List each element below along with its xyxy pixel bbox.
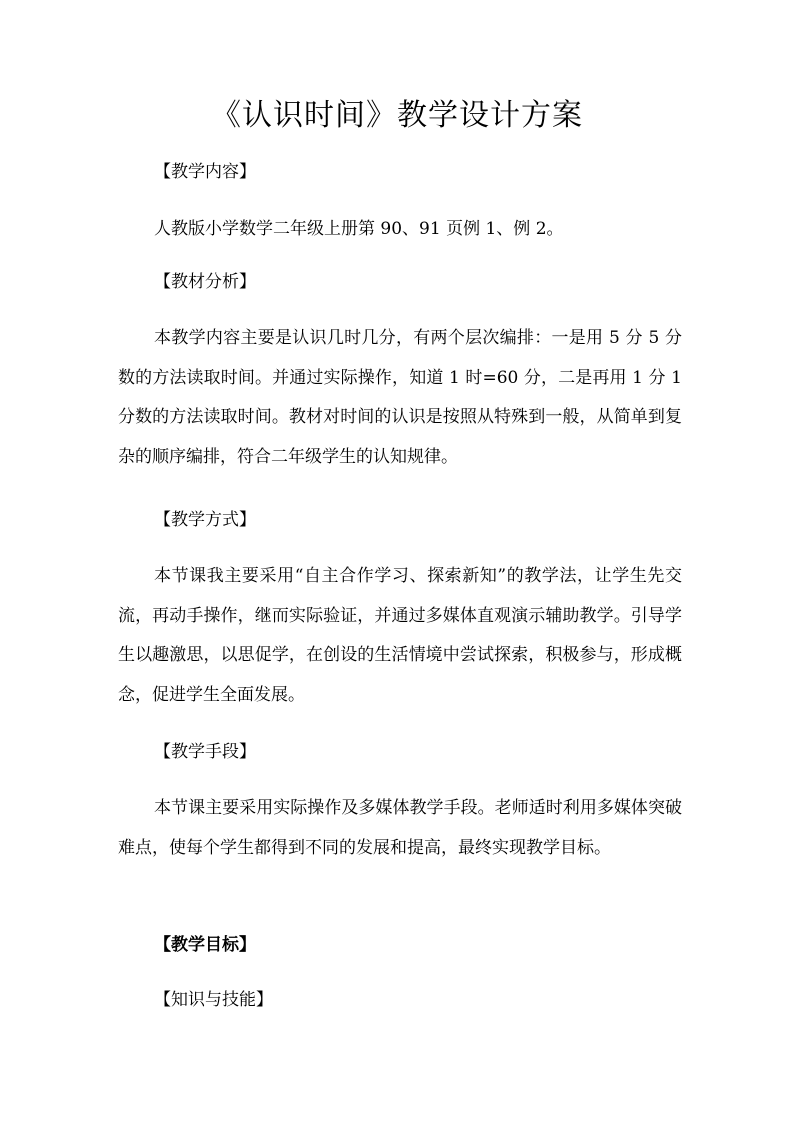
document-title: 《认识时间》教学设计方案 <box>211 98 583 133</box>
section-heading-teaching-objectives: 【教学目标】 <box>154 935 256 955</box>
section-heading-teaching-content: 【教学内容】 <box>154 162 256 182</box>
section-heading-teaching-method: 【教学方式】 <box>154 510 256 530</box>
section-body-teaching-content: 人教版小学数学二年级上册第 90、91 页例 1、例 2。 <box>154 219 564 239</box>
section-heading-knowledge-skills: 【知识与技能】 <box>154 990 273 1010</box>
section-heading-teaching-means: 【教学手段】 <box>154 742 256 762</box>
section-body-textbook-analysis: 本教学内容主要是认识几时几分，有两个层次编排：一是用 5 分 5 分数的方法读取时间。并通过实际操作，知道 1 时=60 分，二是再用 1 分 1 分数的方法读取时间。教材对时间的认识是按照从特殊到一般，从简单到复杂的顺序编排，符合二年级学生的认知规律。 <box>118 328 682 467</box>
section-body-teaching-means: 本节课主要采用实际操作及多媒体教学手段。老师适时利用多媒体突破难点，使每个学生都得到不同的发展和提高，最终实现教学目标。 <box>118 798 682 858</box>
section-body-teaching-method: 本节课我主要采用“自主合作学习、探索新知”的教学法，让学生先交流，再动手操作，继而实际验证，并通过多媒体直观演示辅助教学。引导学生以趣激思，以思促学，在创设的生活情境中尝试探索，积极参与，形成概念，促进学生全面发展。 <box>118 566 682 705</box>
section-heading-textbook-analysis: 【教材分析】 <box>154 272 256 292</box>
